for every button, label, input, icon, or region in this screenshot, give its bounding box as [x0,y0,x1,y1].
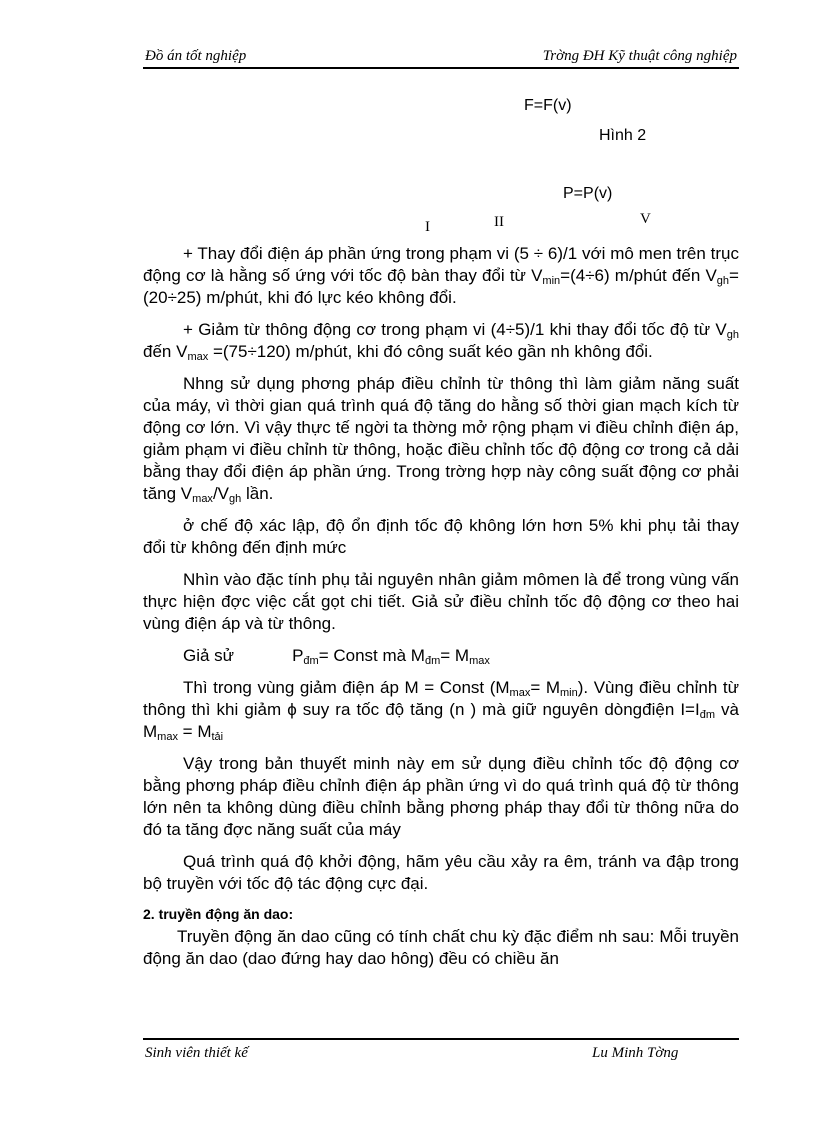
section-heading-feed-drive: 2. truyền động ăn dao: [143,906,294,922]
paragraph-steady-state: ở chế độ xác lập, độ ổn định tốc độ không lớn hơn 5% khi phụ tải thay đổi từ không đến định mức [143,516,739,557]
paragraph-feed-drive: Truyền động ăn dao cũng có tính chất chu kỳ đặc điểm nh sau: Mỗi truyền động ăn dao (dao đứng hay dao hông) đều có chiều ăn [143,927,739,968]
figure-f-label: F=F(v) [524,97,572,114]
paragraph-transient: Quá trình quá độ khởi động, hãm yêu cầu xảy ra êm, tránh va đập trong bộ truyền với tốc độ tác động cực đại. [143,852,739,893]
paragraph-conclusion: Vậy trong bản thuyết minh này em sử dụng điều chỉnh tốc độ động cơ bằng phơng pháp điều chỉnh điện áp phần ứng vì do quá trình quá độ từ thông lớn nên ta không dùng điều chỉnh bằng phơng pháp thay đổi từ thông nữa do đó ta tăng đợc năng suất của máy [143,754,739,839]
page-footer [143,1038,739,1064]
page-header [143,48,739,70]
figure-axis-v-label: V [640,211,651,227]
paragraph-regions: Thì trong vùng giảm điện áp M = Const $(M_{max}= M_{min})$. Vùng điều chỉnh từ thông thì khi giảm ϕ suy ra tốc độ tăng (n ) mà giữ nguyên dòngđiện $I=I_{đm}$ và $M_{max} = M_{tải}$ [143,678,739,743]
header-rule [143,67,739,69]
paragraph-method-tradeoff: Nhng sử dụng phơng pháp điều chỉnh từ thông thì làm giảm năng suất của máy, vì thời gian quá trình quá độ tăng do hằng số thời gian mạch kích từ động cơ lớn. Vì vậy thực tế ngời ta thờng mở rộng phạm vi điều chỉnh điện áp, giảm phạm vi điều chỉnh từ thông, hoặc điều chỉnh tốc độ động cơ trong cả dải bằng thay đổi điện áp phần ứng. Trong trờng hợp này công suất động cơ phải tăng $V_{max}/V_{gh}$ lần. [143,374,739,505]
main-content [143,243,739,970]
footer-left-label: Sinh viên thiết kế [145,1045,248,1061]
paragraph-voltage-control: + Thay đổi điện áp phần ứng trong phạm vi (5 ÷ 6)/1 với mô men trên trục động cơ là hằng số ứng với tốc độ bàn thay đổi từ $V_{min}=(4\div 6)$ m/phút đến $V_{gh}= (20\div 25)$ m/phút, khi đó lực kéo không đổi. [143,244,739,307]
speed-increase-symbol: n [454,700,465,719]
paragraph-flux-control: + Giảm từ thông động cơ trong phạm vi (4÷5)/1 khi thay đổi tốc độ từ $V_{gh}$ đến $V_{max} =(75\div 120)$ m/phút, khi đó công suất kéo gần nh không đổi. [143,320,739,363]
footer-author-name: Lu Minh Tờng [592,1045,679,1061]
paragraph-load-characteristic: Nhìn vào đặc tính phụ tải nguyên nhân giảm mômen là để trong vùng vấn thực hiện đợc việc cắt gọt chi tiết. Giả sử điều chỉnh tốc độ động cơ theo hai vùng điện áp và từ thông. [143,570,739,633]
figure-zone-1-label: I [425,219,430,235]
footer-rule [143,1038,739,1040]
figure-zone-2-label: II [494,214,504,230]
paragraph-assumption: Giả sử $P_{đm}=$ Const mà $M_{đm}= M_{max}$ [183,646,490,667]
header-left-title: Đồ án tốt nghiệp [145,48,247,64]
header-right-title: Trờng ĐH Kỹ thuật công nghiệp [542,48,737,64]
figure-caption: Hình 2 [599,127,647,144]
figure-p-label: P=P(v) [563,185,613,202]
phi-symbol: ϕ [287,700,297,719]
